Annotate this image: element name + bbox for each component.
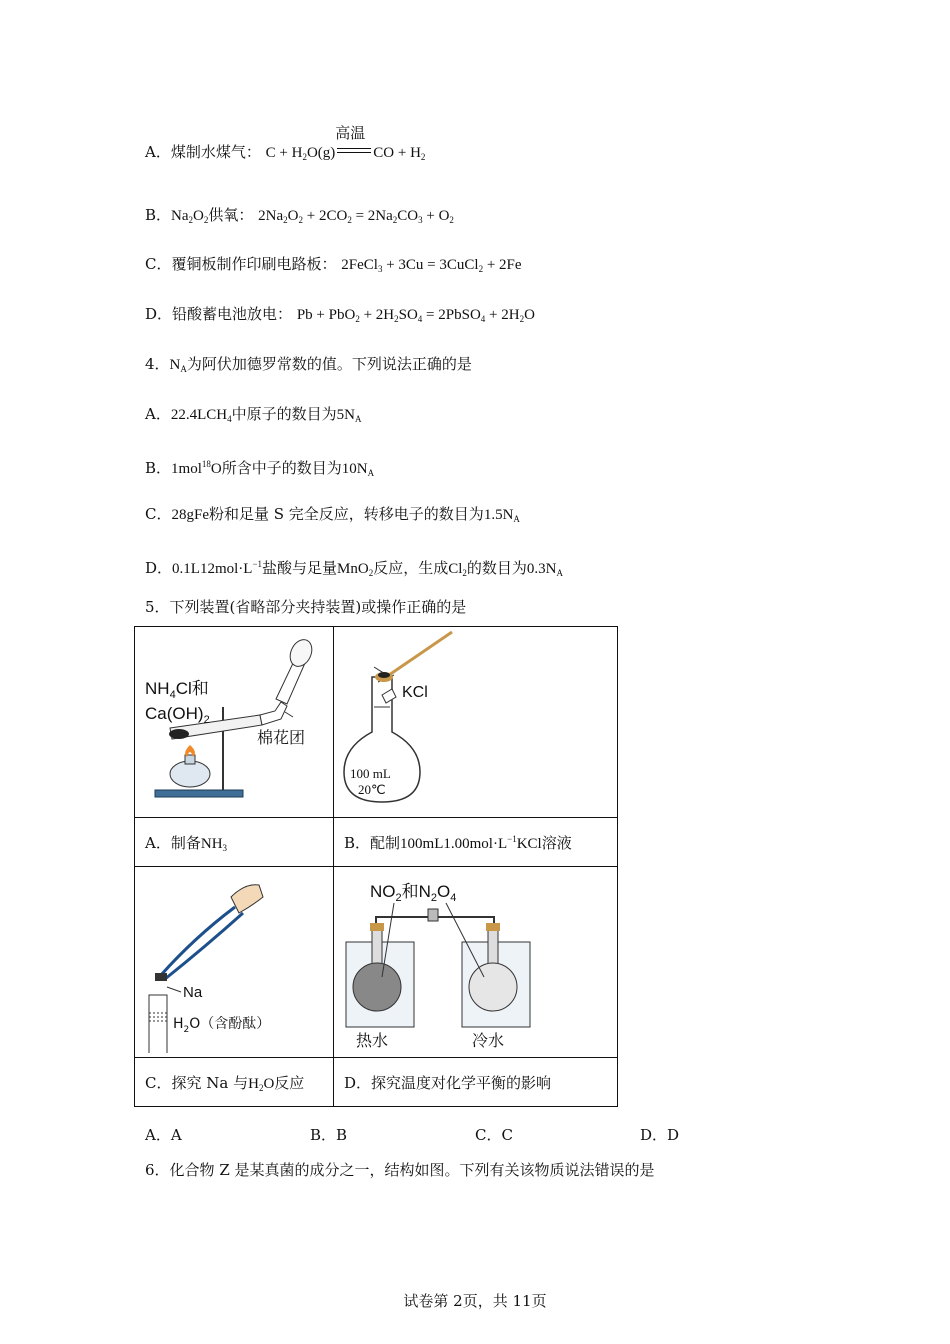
q3-option-a: A．煤制水煤气： $C + H_2O(g)$ 高温 CO + $H_2$ [145,141,425,168]
q3-option-c: C．覆铜板制作印刷电路板： 2FeCl$_3$ + 3Cu = 3CuCl$_2$ + 2Fe [145,255,522,274]
volumetric-flask-figure [334,627,617,813]
caption-d: D．探究温度对化学平衡的影响 [334,1058,618,1107]
q4-option-c: C．28gFe粉和足量 S 完全反应，转移电子的数目为$1.5N_A$ [145,505,520,524]
answer-a: A．A [145,1126,182,1144]
caption-a: A．制备$NH_3$ [135,818,334,867]
equation-c: 2FeCl$_3$ + 3Cu = 3CuCl$_2$ + 2Fe [341,257,522,274]
figure-a-cell [135,627,334,818]
reaction-condition: 高温 [335,126,366,142]
q4-option-a: A．$22.4LCH_4$中原子的数目为$5N_A$ [145,405,362,424]
svg-text:NH4Cl和: $NH_4Cl$和 [145,679,209,701]
page-footer: 试卷第 2页，共 11页 [403,1292,547,1310]
svg-text:KCl: KCl [402,684,428,701]
figure-b-cell [334,627,618,818]
svg-text:Na: Na [183,984,203,1001]
q6-stem: 6．化合物 Z 是某真菌的成分之一，结构如图。下列有关该物质说法错误的是 [145,1161,655,1179]
q5-stem: 5．下列装置(省略部分夹持装置)或操作正确的是 [145,598,467,616]
svg-text:20℃: 20℃ [358,782,386,797]
answer-d: D．D [640,1126,680,1144]
svg-text:H2O（含酚酞）: $H_2O$（含酚酞） [173,1016,271,1035]
q4-option-d: D．$0.1L12mol\cdot L^{-1}$盐酸与足量MnO$_2$反应，生成$Cl_2$的数目为$0.3N_A$ [145,559,564,578]
svg-text:NO2和N2O4: $NO_2$和$N_2O_4$ [370,882,457,904]
equation-b: $2Na_2O_2 + 2CO_2 = 2Na_2CO_3 + O_2$ [258,208,454,225]
figure-d-cell [334,867,618,1058]
equilibrium-temperature-figure [334,867,617,1053]
figure-c-cell [135,867,334,1058]
caption-c: C．探究 Na 与$H_2O$反应 [135,1058,334,1107]
q4-stem: 4．$N_A$为阿伏加德罗常数的值。下列说法正确的是 [145,355,472,374]
caption-b: B．配制$100mL1.00mol\cdot L^{-1}KCl$溶液 [334,818,618,867]
q4-option-b: B．1mol$^{18}$O所含中子的数目为$10N_A$ [145,459,375,478]
svg-text:热水: 热水 [356,1031,389,1050]
svg-text:Ca(OH)2: $Ca(OH)_2$ [145,704,210,726]
ammonia-apparatus-figure [135,627,333,813]
q5-option-table [134,626,618,1107]
sodium-water-figure [135,867,333,1053]
answer-c: C．C [475,1126,513,1144]
svg-text:冷水: 冷水 [472,1031,505,1050]
svg-text:100 mL: 100 mL [350,766,391,781]
answer-b: B．B [310,1126,348,1144]
q3-option-b: B．$Na_2O_2$供氧： $2Na_2O_2 + 2CO_2 = 2Na_2CO_3 + O_2$ [145,206,454,225]
q3-option-d: D．铅酸蓄电池放电： $Pb + PbO_2 + 2H_2SO_4$ = 2PbSO$_4$ + $2H_2O$ [145,305,535,324]
svg-text:棉花团: 棉花团 [257,728,306,747]
equation-a: $C + H_2O(g)$ 高温 CO + $H_2$ [266,145,426,161]
equation-d: $Pb + PbO_2 + 2H_2SO_4$ = 2PbSO$_4$ + $2H_2O$ [296,307,535,324]
